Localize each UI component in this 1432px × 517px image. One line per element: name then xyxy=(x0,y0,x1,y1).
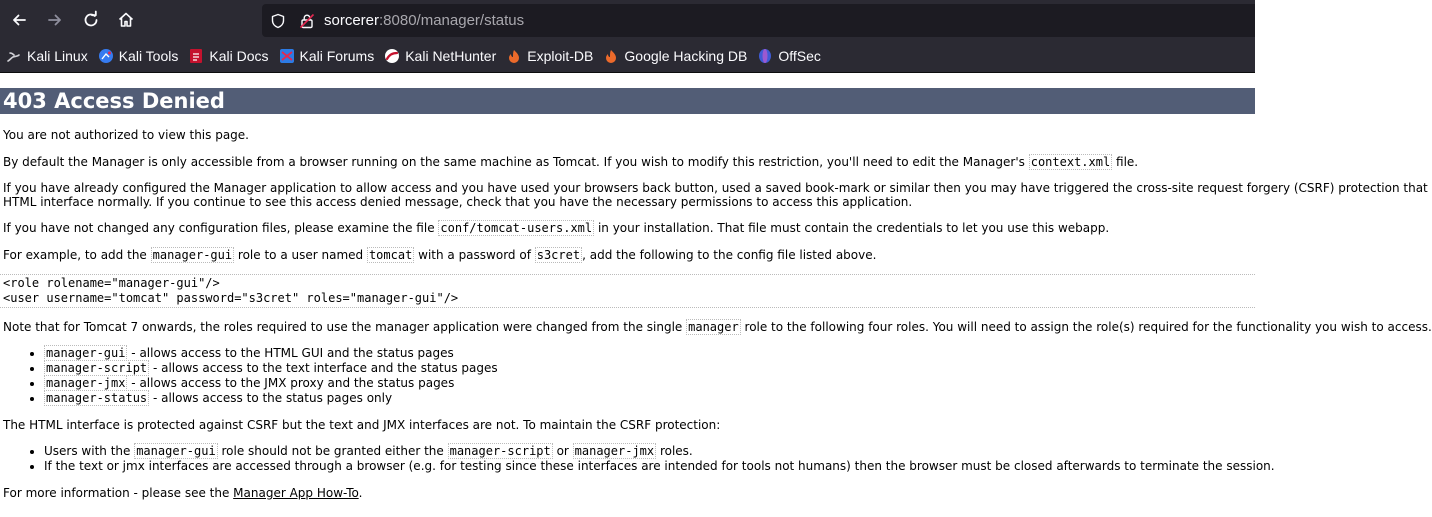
bookmark-label: Kali Docs xyxy=(209,48,269,64)
text: role should not be granted either the xyxy=(217,444,448,458)
manager-jmx-code: manager-jmx xyxy=(574,444,655,458)
page-content xyxy=(0,74,1432,517)
bookmark-label: Kali Forums xyxy=(299,48,375,64)
bookmark-kali-docs[interactable] xyxy=(188,48,268,64)
kali-forums-icon xyxy=(279,48,295,64)
list-item xyxy=(44,444,1255,459)
bookmark-label: Kali Linux xyxy=(27,48,88,64)
home-button[interactable] xyxy=(114,8,138,32)
navigation-bar xyxy=(0,0,1255,40)
kali-tools-icon xyxy=(98,48,114,64)
text: If you have not changed any configuration files, please examine the file xyxy=(3,221,439,235)
role-description: - allows access to the status pages only xyxy=(149,391,393,405)
tracking-protection-shield-icon[interactable] xyxy=(270,13,286,29)
text: Note that for Tomcat 7 onwards, the roles required to use the manager application were changed from the single xyxy=(3,320,687,334)
url-text[interactable] xyxy=(324,12,524,29)
text: By default the Manager is only accessible from a browser running on the same machine as Tomcat. If you wish to modify this restriction, you'll need to edit the Manager's xyxy=(3,155,1029,169)
text: Users with the xyxy=(44,444,135,458)
roles-note-paragraph xyxy=(3,320,1432,334)
role-description: - allows access to the HTML GUI and the status pages xyxy=(127,346,454,360)
list-item: • If the text or jmx interfaces are accessed through a browser (e.g. for testing since these interfaces are intended for tools not humans) then the browser must be closed afterwards to terminate the session. xyxy=(44,459,1255,474)
bookmark-google-hacking-db[interactable] xyxy=(603,48,747,64)
list-item xyxy=(44,391,1255,406)
manager-script-code: manager-script xyxy=(449,444,551,458)
page-title: 403 Access Denied xyxy=(0,88,1255,114)
list-item xyxy=(44,346,1255,361)
config-example-block xyxy=(0,274,1255,308)
kali-docs-icon xyxy=(188,48,204,64)
bookmark-offsec[interactable] xyxy=(757,48,821,64)
bookmark-kali-linux[interactable] xyxy=(6,48,88,64)
s3cret-code: s3cret xyxy=(536,248,581,262)
bookmark-kali-nethunter[interactable] xyxy=(384,48,496,64)
manager-gui-code: manager-gui xyxy=(152,248,233,262)
role-description: - allows access to the JMX proxy and the status pages xyxy=(127,376,455,390)
ghdb-icon xyxy=(603,48,619,64)
role-line: <role rolename="manager-gui"/> xyxy=(3,276,220,290)
url-path: :8080/manager/status xyxy=(379,12,525,29)
text: , add the following to the config file listed above. xyxy=(582,248,877,262)
kali-dragon-icon xyxy=(6,48,22,64)
browser-chrome xyxy=(0,0,1255,73)
insecure-lock-icon[interactable] xyxy=(299,13,315,29)
csrf-line-1: If you have already configured the Manager application to allow access and you have used your browsers back button, used a saved book-mark or similar then you may have triggered the cross-site request forgery (CSRF) protection that xyxy=(3,181,1428,195)
bookmarks-toolbar xyxy=(0,40,1255,73)
bookmark-kali-tools[interactable] xyxy=(98,48,179,64)
role-code: manager-status xyxy=(46,391,148,405)
role-code: manager-script xyxy=(46,361,148,375)
reload-button[interactable] xyxy=(79,8,103,32)
text: file. xyxy=(1112,155,1139,169)
kali-nethunter-icon xyxy=(384,48,400,64)
text: roles. xyxy=(656,444,693,458)
url-host: sorcerer xyxy=(324,12,380,29)
forward-button[interactable] xyxy=(43,8,67,32)
bookmark-label: Google Hacking DB xyxy=(624,48,748,64)
address-bar[interactable] xyxy=(262,4,1255,37)
bookmark-kali-forums[interactable] xyxy=(279,48,375,64)
user-line: <user username="tomcat" password="s3cret" roles="manager-gui"/> xyxy=(3,291,459,305)
exploit-db-icon xyxy=(506,48,522,64)
config-files-paragraph xyxy=(3,221,1255,235)
csrf-list xyxy=(0,444,1275,474)
tomcat-user-code: tomcat xyxy=(368,248,413,262)
example-paragraph xyxy=(3,248,1255,262)
text: role to a user named xyxy=(234,248,367,262)
text: role to the following four roles. You will need to assign the role(s) required for the functionality you wish to access. xyxy=(740,320,1432,334)
tomcat-users-xml-code: conf/tomcat-users.xml xyxy=(440,221,593,235)
reload-icon xyxy=(82,11,100,29)
text: For more information - please see the xyxy=(3,486,234,500)
manager-howto-link[interactable]: Manager App How-To xyxy=(233,486,359,500)
bookmark-label: Exploit-DB xyxy=(527,48,594,64)
csrf-explanation-paragraph xyxy=(3,181,1428,209)
bookmark-label: OffSec xyxy=(778,48,821,64)
back-arrow-icon xyxy=(10,11,28,29)
bookmark-label: Kali Tools xyxy=(118,48,179,64)
text: For example, to add the xyxy=(3,248,151,262)
csrf-line-2: HTML interface normally. If you continue to see this access denied message, check that you have the necessary permissions to access this application. xyxy=(3,195,913,209)
roles-list xyxy=(0,346,1255,406)
manager-gui-code: manager-gui xyxy=(136,444,216,458)
back-button[interactable] xyxy=(7,8,31,32)
bookmark-label: Kali NetHunter xyxy=(405,48,497,64)
home-icon xyxy=(117,11,135,29)
role-description: - allows access to the text interface and the status pages xyxy=(149,361,498,375)
forward-arrow-icon xyxy=(46,11,64,29)
context-xml-code: context.xml xyxy=(1030,155,1111,169)
csrf-protection-paragraph: The HTML interface is protected against CSRF but the text and JMX interfaces are not. To maintain the CSRF protection: xyxy=(3,418,721,432)
bookmark-exploit-db[interactable] xyxy=(506,48,593,64)
not-authorized-text: You are not authorized to view this page. xyxy=(3,128,249,142)
role-code: manager-jmx xyxy=(46,376,126,390)
offsec-icon xyxy=(757,48,773,64)
more-info-paragraph xyxy=(3,486,1255,500)
manager-code: manager xyxy=(688,320,739,334)
default-access-paragraph xyxy=(3,155,1255,169)
text: . xyxy=(358,486,363,500)
text: or xyxy=(552,444,573,458)
text: with a password of xyxy=(414,248,535,262)
list-item xyxy=(44,376,1255,391)
text: in your installation. That file must contain the credentials to let you use this webapp. xyxy=(594,221,1110,235)
role-code: manager-gui xyxy=(46,346,126,360)
list-item xyxy=(44,361,1255,376)
